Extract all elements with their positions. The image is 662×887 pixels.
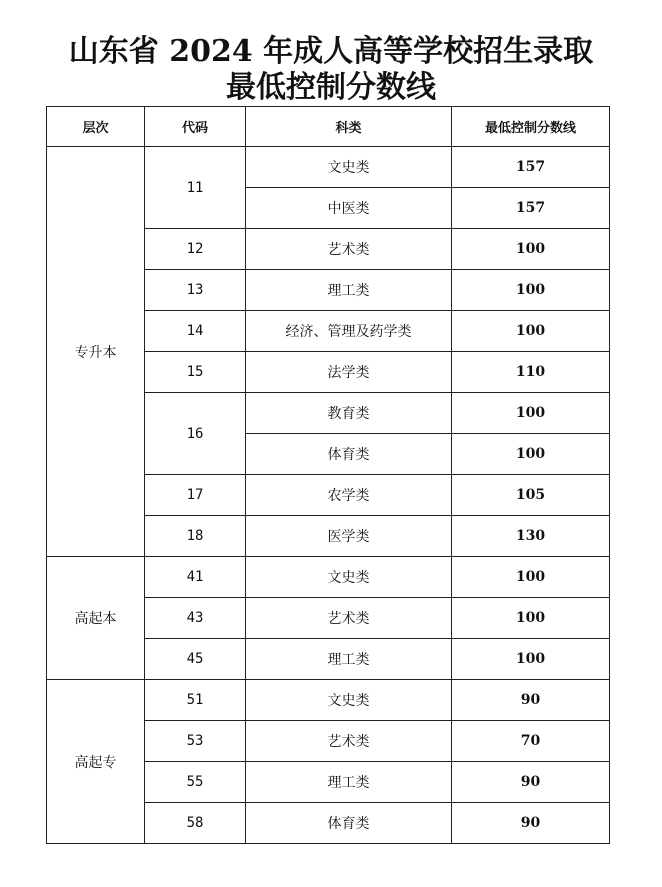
category-cell: 法学类 — [246, 352, 452, 393]
code-cell: 17 — [145, 475, 246, 516]
category-cell: 文史类 — [246, 147, 452, 188]
table-row — [47, 557, 610, 598]
code-cell: 12 — [145, 229, 246, 270]
header-level: 层次 — [47, 107, 145, 147]
category-cell: 文史类 — [246, 557, 452, 598]
code-cell: 58 — [145, 803, 246, 844]
code-cell: 43 — [145, 598, 246, 639]
category-cell: 文史类 — [246, 680, 452, 721]
category-cell: 经济、管理及药学类 — [246, 311, 452, 352]
code-cell: 41 — [145, 557, 246, 598]
score-cell: 157 — [452, 188, 610, 229]
code-cell: 13 — [145, 270, 246, 311]
header-min-score: 最低控制分数线 — [452, 107, 610, 147]
header-category: 科类 — [246, 107, 452, 147]
level-cell: 高起专 — [47, 680, 145, 844]
table-row — [47, 680, 610, 721]
code-cell: 51 — [145, 680, 246, 721]
category-cell: 理工类 — [246, 639, 452, 680]
score-cell: 130 — [452, 516, 610, 557]
page-title-line-1: 山东省 2024 年成人高等学校招生录取 — [68, 34, 594, 69]
score-cell: 100 — [452, 393, 610, 434]
score-cell: 90 — [452, 680, 610, 721]
category-cell: 中医类 — [246, 188, 452, 229]
score-cell: 100 — [452, 270, 610, 311]
code-cell: 18 — [145, 516, 246, 557]
category-cell: 医学类 — [246, 516, 452, 557]
code-cell: 15 — [145, 352, 246, 393]
score-cell: 90 — [452, 762, 610, 803]
level-cell: 高起本 — [47, 557, 145, 680]
table-body — [47, 147, 610, 844]
table-row — [47, 147, 610, 188]
score-cell: 90 — [452, 803, 610, 844]
page-title-line-2: 最低控制分数线 — [226, 70, 436, 105]
code-cell: 14 — [145, 311, 246, 352]
category-cell: 艺术类 — [246, 598, 452, 639]
score-cell: 105 — [452, 475, 610, 516]
category-cell: 体育类 — [246, 434, 452, 475]
category-cell: 体育类 — [246, 803, 452, 844]
score-table — [46, 106, 610, 844]
code-cell: 16 — [145, 393, 246, 475]
score-cell: 100 — [452, 311, 610, 352]
code-cell: 55 — [145, 762, 246, 803]
score-cell: 157 — [452, 147, 610, 188]
score-cell: 100 — [452, 598, 610, 639]
score-cell: 100 — [452, 229, 610, 270]
category-cell: 艺术类 — [246, 721, 452, 762]
code-cell: 45 — [145, 639, 246, 680]
category-cell: 教育类 — [246, 393, 452, 434]
score-cell: 70 — [452, 721, 610, 762]
score-cell: 100 — [452, 639, 610, 680]
score-cell: 110 — [452, 352, 610, 393]
header-code: 代码 — [145, 107, 246, 147]
score-cell: 100 — [452, 434, 610, 475]
category-cell: 理工类 — [246, 270, 452, 311]
table-header-row — [47, 107, 610, 147]
score-cell: 100 — [452, 557, 610, 598]
category-cell: 理工类 — [246, 762, 452, 803]
code-cell: 53 — [145, 721, 246, 762]
category-cell: 农学类 — [246, 475, 452, 516]
category-cell: 艺术类 — [246, 229, 452, 270]
level-cell: 专升本 — [47, 147, 145, 557]
code-cell: 11 — [145, 147, 246, 229]
